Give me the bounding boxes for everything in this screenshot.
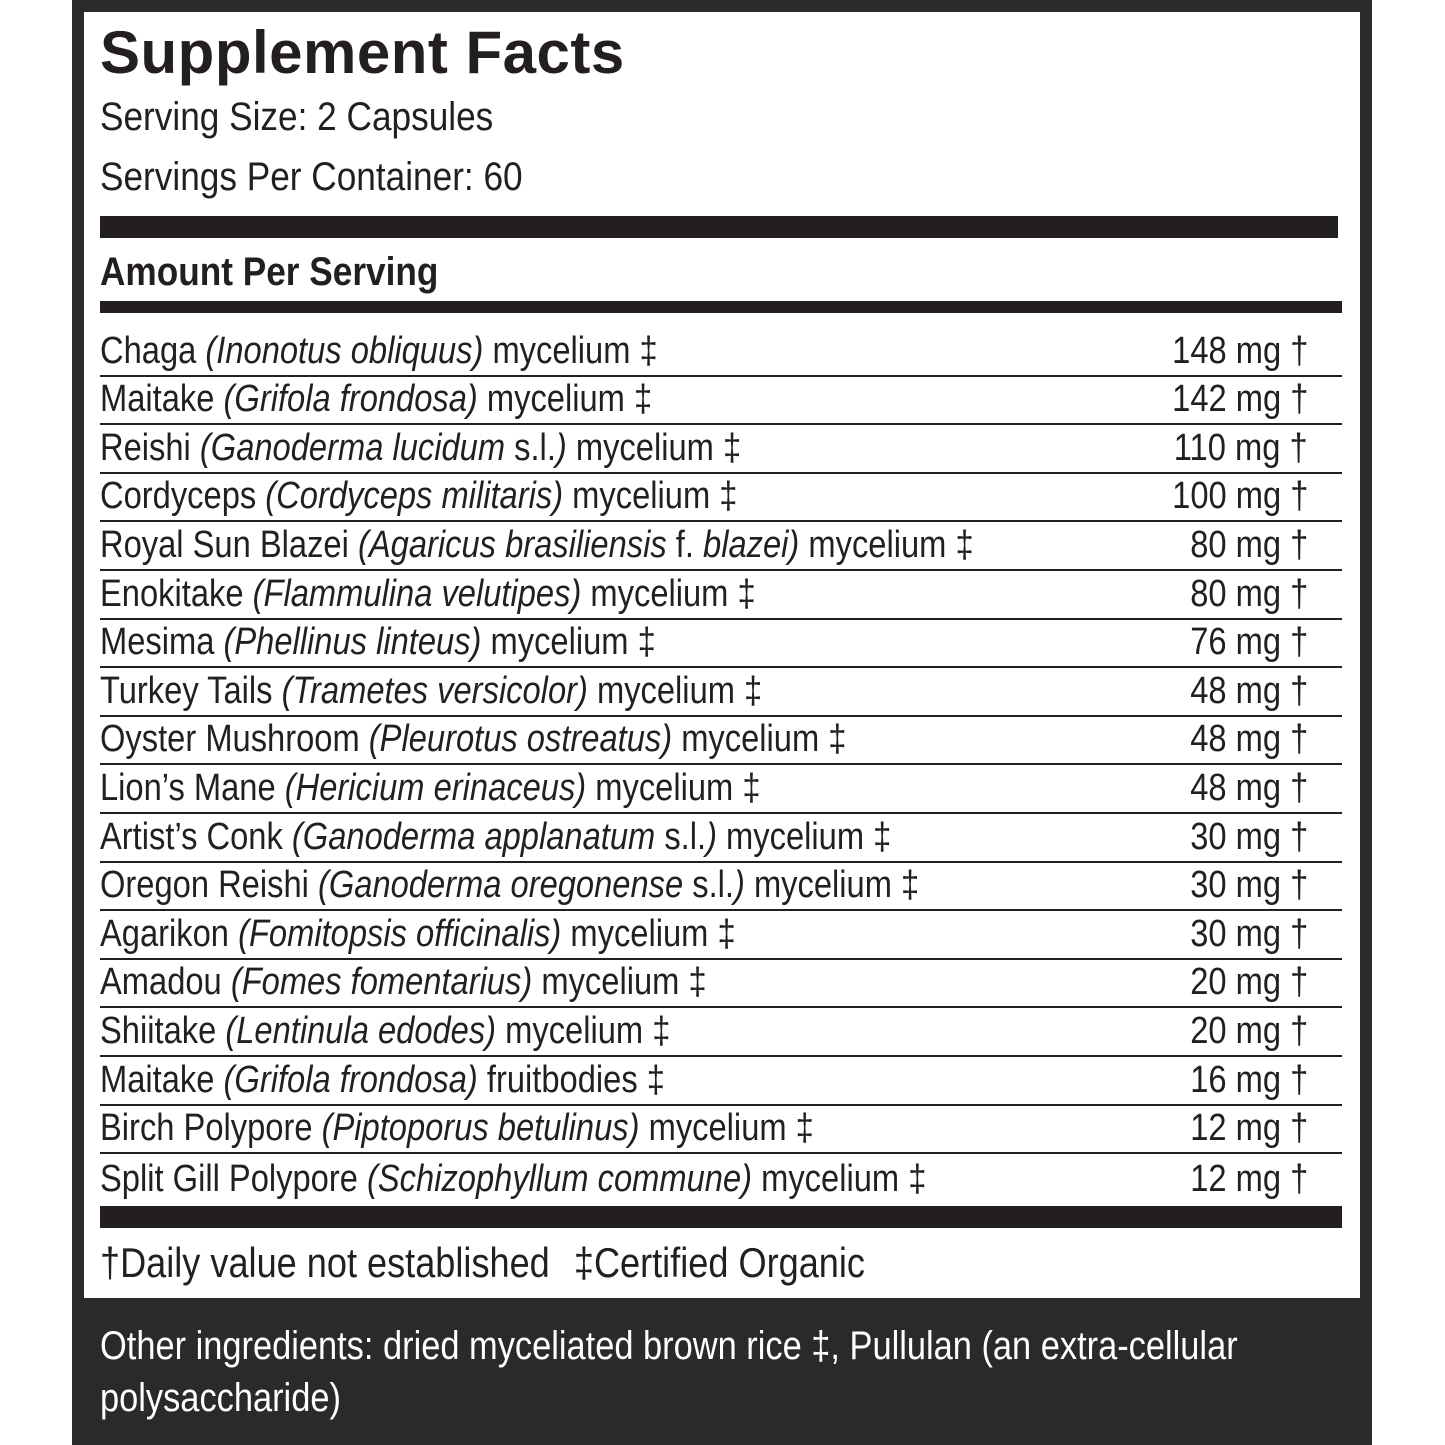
ingredient-name	[100, 912, 736, 956]
ingredient-row	[100, 717, 1342, 766]
ingredient-row	[100, 377, 1342, 426]
ingredient-row	[100, 571, 1342, 620]
common-name: Cordyceps	[100, 475, 257, 518]
ingredient-part: mycelium ‡	[586, 766, 761, 809]
common-name: Artist’s Conk	[100, 815, 283, 858]
ingredient-part: mycelium ‡	[639, 1107, 814, 1150]
ingredient-amount: 48 mg †	[1189, 718, 1308, 761]
latin-name: (Flammulina velutipes)	[252, 572, 582, 615]
ingredient-part: mycelium ‡	[744, 864, 920, 907]
thick-divider-top	[100, 216, 1338, 238]
ingredient-name	[100, 960, 707, 1004]
ingredient-row	[100, 474, 1342, 523]
ingredient-name	[100, 426, 741, 470]
ingredient-name	[100, 572, 756, 616]
servings-per-container: Servings Per Container: 60	[100, 155, 523, 199]
ingredient-part: mycelium ‡	[752, 1157, 927, 1200]
divider-under-header	[100, 301, 1342, 313]
latin-name: (Cordyceps militaris)	[265, 475, 564, 518]
ingredient-part: mycelium ‡	[561, 912, 736, 955]
latin-name: (Phellinus linteus)	[223, 621, 482, 664]
ingredient-row	[100, 328, 1342, 377]
latin-name: (Inonotus obliquus)	[205, 329, 484, 372]
ingredient-name	[100, 1009, 670, 1053]
ingredient-amount: 30 mg †	[1189, 864, 1308, 907]
footnote-daily-value: †Daily value not established	[100, 1239, 550, 1286]
ingredient-amount: 100 mg †	[1171, 475, 1308, 518]
latin-name: (Schizophyllum commune)	[367, 1157, 753, 1200]
ingredient-amount: 76 mg †	[1189, 621, 1308, 664]
ingredient-row	[100, 911, 1342, 960]
ingredient-amount: 30 mg †	[1189, 912, 1308, 955]
common-name: Shiitake	[100, 1009, 217, 1052]
ingredient-amount: 110 mg †	[1174, 426, 1308, 469]
latin-name: (Ganoderma oregonense	[317, 864, 684, 907]
latin-qualifier: s.l.	[505, 426, 556, 469]
ingredient-list	[100, 328, 1342, 1203]
serving-size: Serving Size: 2 Capsules	[100, 95, 494, 139]
latin-qualifier: s.l.	[655, 815, 707, 858]
ingredient-part: mycelium ‡	[672, 718, 847, 761]
ingredient-row	[100, 1154, 1342, 1203]
common-name: Royal Sun Blazei	[100, 523, 349, 566]
common-name: Chaga	[100, 329, 197, 372]
ingredient-part: mycelium ‡	[481, 621, 656, 664]
common-name: Enokitake	[100, 572, 244, 615]
ingredient-amount: 30 mg †	[1189, 815, 1308, 858]
amount-per-serving-header: Amount Per Serving	[100, 250, 439, 294]
latin-name: (Agaricus brasiliensis	[357, 523, 667, 566]
common-name: Lion’s Mane	[100, 766, 276, 809]
common-name: Oyster Mushroom	[100, 718, 360, 761]
common-name: Reishi	[100, 426, 191, 469]
common-name: Mesima	[100, 621, 215, 664]
ingredient-row	[100, 960, 1342, 1009]
ingredient-part: mycelium ‡	[566, 426, 742, 469]
ingredient-part: mycelium ‡	[563, 475, 738, 518]
footnote-organic: ‡Certified Organic	[573, 1239, 865, 1286]
ingredient-name	[100, 863, 919, 907]
ingredient-part: mycelium ‡	[496, 1009, 671, 1052]
ingredient-amount: 148 mg †	[1171, 329, 1308, 372]
latin-name: (Fomitopsis officinalis)	[238, 912, 562, 955]
latin-name: (Ganoderma applanatum	[291, 815, 656, 858]
latin-name: (Grifola frondosa)	[223, 1058, 478, 1101]
ingredient-amount: 142 mg †	[1171, 378, 1308, 421]
ingredient-row	[100, 765, 1342, 814]
ingredient-row	[100, 814, 1342, 863]
common-name: Oregon Reishi	[100, 864, 309, 907]
ingredient-amount: 20 mg †	[1189, 1009, 1308, 1052]
ingredient-part: mycelium ‡	[477, 378, 653, 421]
ingredient-part: fruitbodies ‡	[477, 1058, 665, 1101]
ingredient-row	[100, 1106, 1342, 1155]
ingredient-name	[100, 1157, 926, 1201]
ingredient-name	[100, 1106, 814, 1150]
latin-name-end: )	[706, 815, 717, 858]
ingredient-name	[100, 1058, 665, 1102]
latin-name: (Hericium erinaceus)	[284, 766, 587, 809]
ingredient-row	[100, 668, 1342, 717]
ingredient-row	[100, 1008, 1342, 1057]
latin-name: (Piptoporus betulinus)	[321, 1107, 640, 1150]
ingredient-row	[100, 863, 1342, 912]
ingredient-amount: 48 mg †	[1189, 766, 1308, 809]
ingredient-amount: 48 mg †	[1189, 669, 1308, 712]
ingredient-name	[100, 669, 762, 713]
other-ingredients: Other ingredients: dried myceliated brown rice ‡, Pullulan (an extra-cellular polysaccharide)	[100, 1324, 1238, 1420]
ingredient-row	[100, 425, 1342, 474]
latin-name: (Grifola frondosa)	[223, 378, 478, 421]
ingredient-part: mycelium ‡	[532, 961, 707, 1004]
ingredient-amount: 16 mg †	[1189, 1058, 1308, 1101]
common-name: Split Gill Polypore	[100, 1157, 358, 1200]
common-name: Maitake	[100, 378, 215, 421]
latin-name-end: )	[733, 864, 745, 907]
ingredient-amount: 80 mg †	[1189, 523, 1308, 566]
latin-name: (Lentinula edodes)	[225, 1009, 497, 1052]
ingredient-amount: 20 mg †	[1189, 961, 1308, 1004]
ingredient-name	[100, 474, 737, 518]
thick-divider-bottom	[100, 1206, 1342, 1228]
common-name: Amadou	[100, 961, 222, 1004]
ingredient-name	[100, 377, 652, 421]
ingredient-amount: 12 mg †	[1189, 1157, 1308, 1200]
common-name: Agarikon	[100, 912, 229, 955]
ingredient-amount: 12 mg †	[1189, 1107, 1308, 1150]
latin-name: (Trametes versicolor)	[281, 669, 588, 712]
page-title: Supplement Facts	[100, 19, 625, 86]
ingredient-part: mycelium ‡	[581, 572, 756, 615]
common-name: Turkey Tails	[100, 669, 273, 712]
ingredient-part: mycelium ‡	[587, 669, 763, 712]
latin-name: (Ganoderma lucidum	[199, 426, 506, 469]
ingredient-part: mycelium ‡	[716, 815, 892, 858]
ingredient-amount: 80 mg †	[1189, 572, 1308, 615]
latin-qualifier: s.l.	[683, 864, 734, 907]
latin-name: (Pleurotus ostreatus)	[368, 718, 673, 761]
ingredient-row	[100, 522, 1342, 571]
ingredient-part: mycelium ‡	[799, 523, 974, 566]
ingredient-row	[100, 620, 1342, 669]
ingredient-name	[100, 815, 891, 859]
ingredient-row	[100, 1057, 1342, 1106]
common-name: Maitake	[100, 1058, 215, 1101]
latin-name: (Fomes fomentarius)	[230, 961, 533, 1004]
ingredient-part: mycelium ‡	[483, 329, 658, 372]
footnotes	[100, 1238, 865, 1288]
ingredient-name	[100, 329, 658, 373]
latin-name-end: blazei)	[693, 523, 800, 566]
common-name: Birch Polypore	[100, 1107, 313, 1150]
ingredient-name	[100, 523, 974, 567]
latin-qualifier: f.	[666, 523, 694, 566]
latin-name-end: )	[555, 426, 567, 469]
ingredient-name	[100, 717, 846, 761]
ingredient-name	[100, 620, 656, 664]
ingredient-name	[100, 766, 761, 810]
